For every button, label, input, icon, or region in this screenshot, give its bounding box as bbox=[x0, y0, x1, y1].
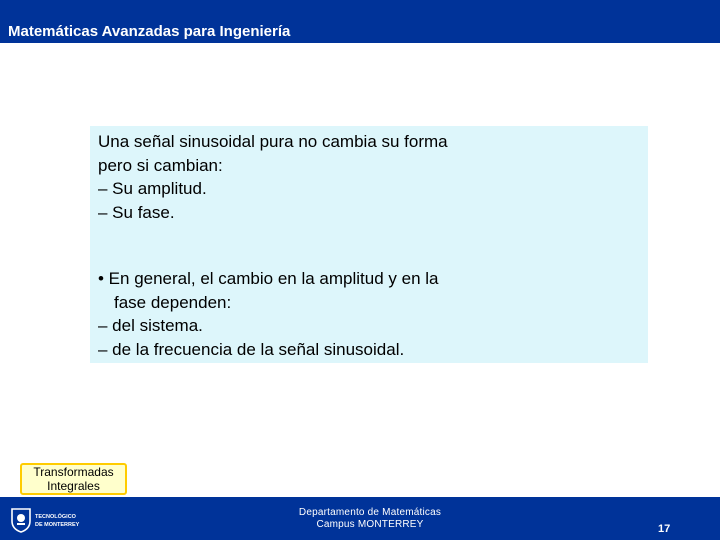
transformadas-integrales-button[interactable] bbox=[20, 463, 127, 495]
paragraph-2 bbox=[98, 267, 438, 361]
text-line: – Su fase. bbox=[98, 202, 175, 222]
department-name: Departamento de Matemáticas bbox=[298, 507, 442, 518]
footer-bar bbox=[0, 497, 720, 540]
text-line: • En general, el cambio en la amplitud y en la bbox=[98, 269, 439, 288]
button-label-line1: Transformadas bbox=[33, 465, 114, 479]
text-line: Una señal sinusoidal pura no cambia su forma bbox=[98, 132, 448, 151]
content-box bbox=[90, 126, 648, 363]
paragraph-1 bbox=[98, 130, 448, 224]
button-label-line2: Integrales bbox=[47, 479, 100, 493]
text-line: fase dependen: bbox=[114, 292, 232, 312]
text-line: pero si cambian: bbox=[98, 155, 223, 175]
text-line: – Su amplitud. bbox=[98, 179, 207, 198]
campus-name: Campus MONTERREY bbox=[316, 519, 424, 530]
logo-text-line1: TECNOLÓGICO bbox=[35, 514, 76, 520]
tec-monterrey-logo bbox=[8, 505, 108, 533]
department-info bbox=[250, 507, 490, 531]
header-bar bbox=[0, 0, 720, 43]
text-line: – de la frecuencia de la señal sinusoidal. bbox=[98, 339, 405, 359]
logo-text-line2: DE MONTERREY bbox=[35, 522, 80, 528]
page-title: Matemáticas Avanzadas para Ingeniería bbox=[8, 23, 291, 40]
text-line: – del sistema. bbox=[98, 316, 203, 335]
page-number: 17 bbox=[658, 523, 671, 535]
